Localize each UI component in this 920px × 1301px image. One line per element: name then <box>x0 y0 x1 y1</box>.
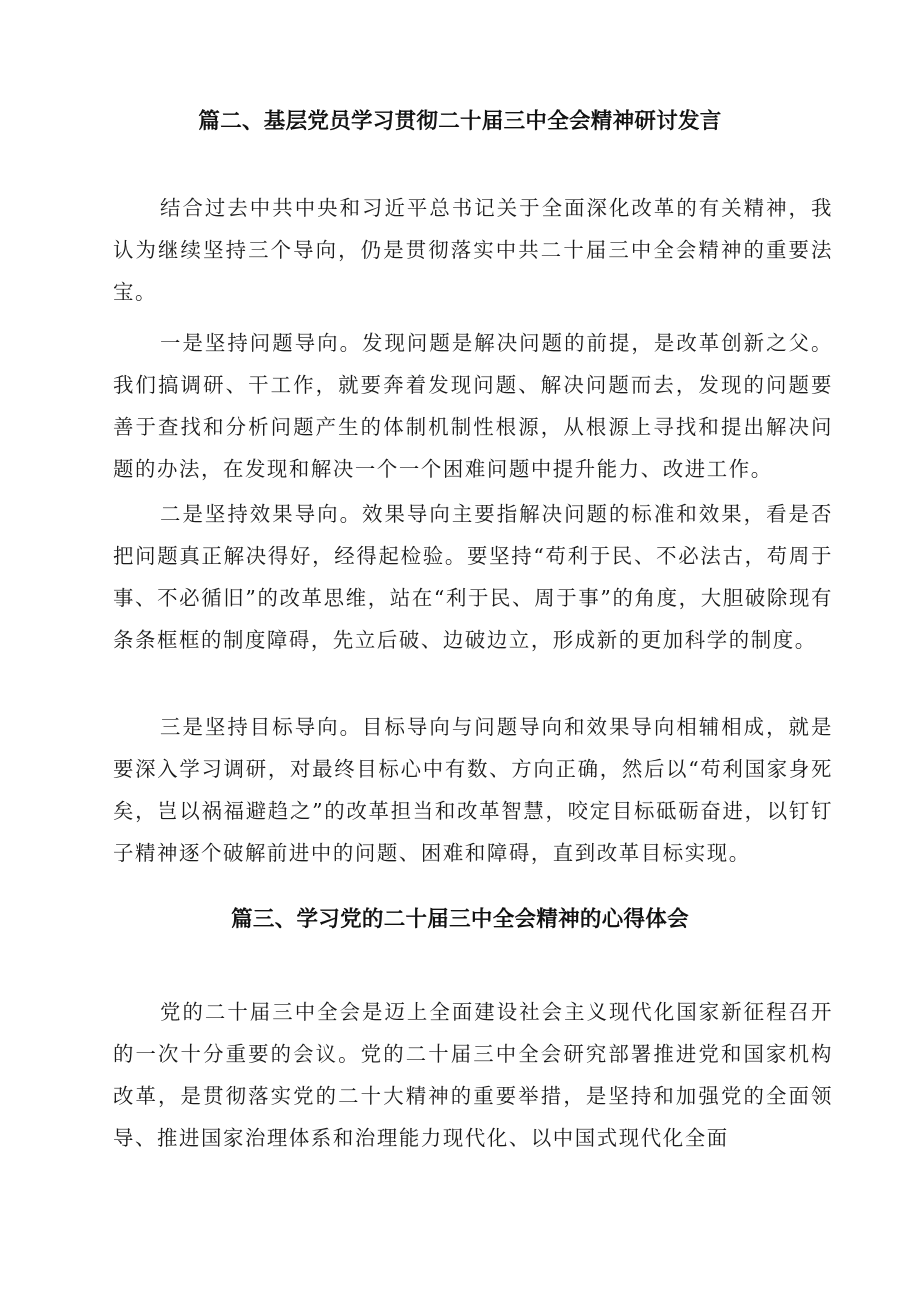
body-paragraph: 二是坚持效果导向。效果导向主要指解决问题的标准和效果，看是否把问题真正解决得好，经得起检验。要坚持“苟利于民、不必法古，苟周于事、不必循旧”的改革思维，站在“利于民、周于事”的角度，大胆破除现有条条框框的制度障碍，先立后破、边破边立，形成新的更加科学的制度。 <box>113 502 833 652</box>
body-paragraph: 三是坚持目标导向。目标导向与问题导向和效果导向相辅相成，就是要深入学习调研，对最终目标心中有数、方向正确，然后以“苟利国家身死矣，岂以祸福避趋之”的改革担当和改革智慧，咬定目标砥砺奋进，以钉钉子精神逐个破解前进中的问题、困难和障碍，直到改革目标实现。 <box>113 715 833 865</box>
body-paragraph: 结合过去中共中央和习近平总书记关于全面深化改革的有关精神，我认为继续坚持三个导向，仍是贯彻落实中共二十届三中全会精神的重要法宝。 <box>113 196 833 304</box>
section-heading: 篇三、学习党的二十届三中全会精神的心得体会 <box>231 907 689 932</box>
body-paragraph: 一是坚持问题导向。发现问题是解决问题的前提，是改革创新之父。我们搞调研、干工作，就要奔着发现问题、解决问题而去，发现的问题要善于查找和分析问题产生的体制机制性根源，从根源上寻找和提出解决问题的办法，在发现和解决一个一个困难问题中提升能力、改进工作。 <box>113 331 833 481</box>
body-paragraph: 党的二十届三中全会是迈上全面建设社会主义现代化国家新征程召开的一次十分重要的会议。党的二十届三中全会研究部署推进党和国家机构改革，是贯彻落实党的二十大精神的重要举措，是坚持和加强党的全面领导、推进国家治理体系和治理能力现代化、以中国式现代化全面 <box>113 1000 833 1150</box>
section-heading: 篇二、基层党员学习贯彻二十届三中全会精神研讨发言 <box>198 109 722 134</box>
